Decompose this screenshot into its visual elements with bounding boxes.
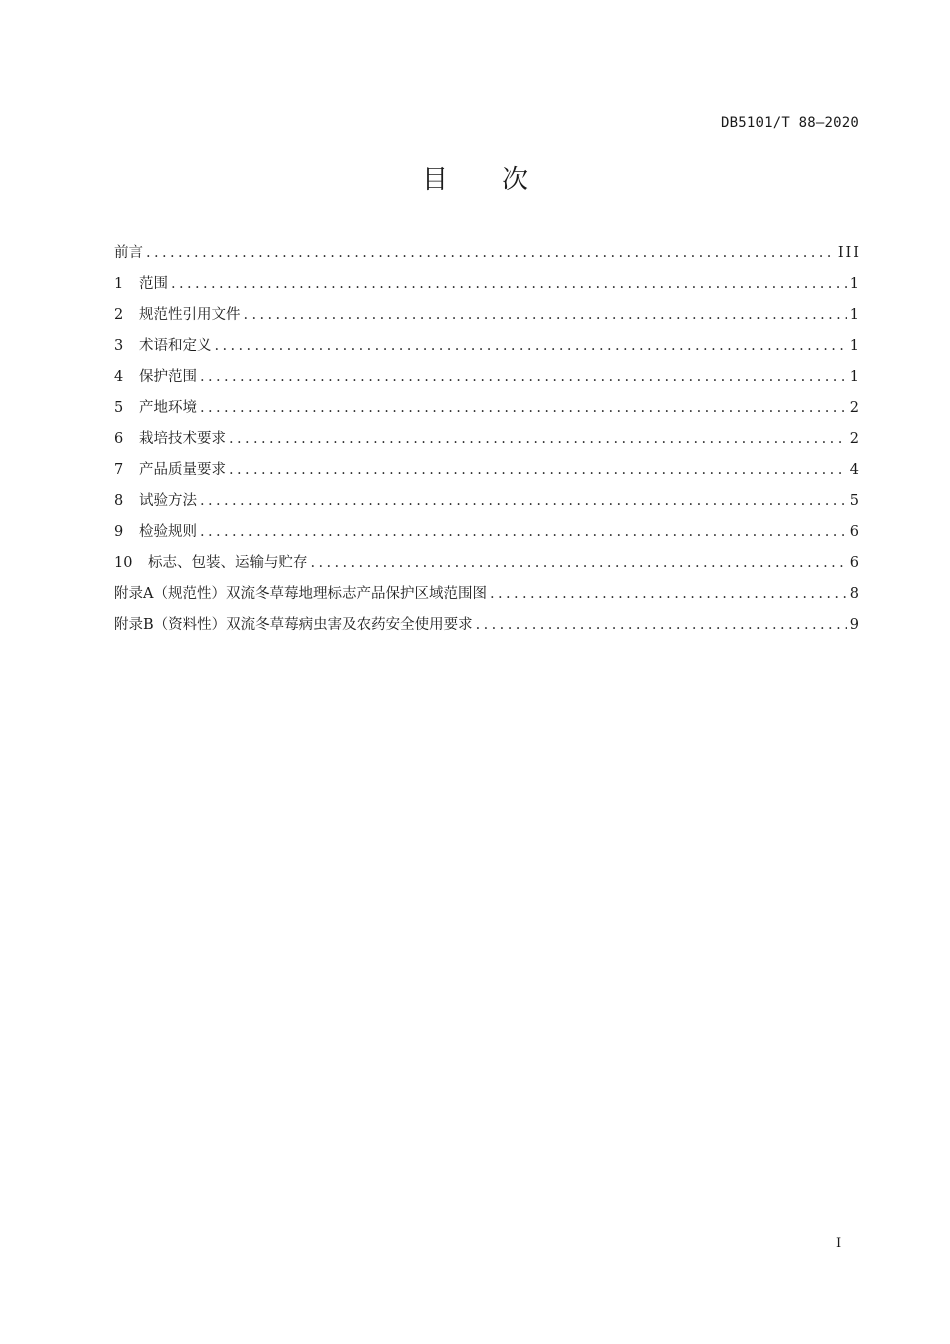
toc-entry-2[interactable]	[114, 300, 859, 331]
toc-entry-1[interactable]	[114, 269, 859, 300]
toc-entry-page: 6	[849, 555, 861, 571]
toc-entry-label: 产地环境	[139, 400, 197, 416]
toc-entry-number: 2	[114, 307, 124, 323]
toc-entry-foreword[interactable]	[114, 238, 859, 269]
toc-entry-label: 产品质量要求	[139, 462, 226, 478]
toc-entry-label: 保护范围	[139, 369, 197, 385]
toc-leader-dots	[200, 393, 847, 424]
toc-entry-label: 试验方法	[139, 493, 197, 509]
toc-entry-label: 标志、包装、运输与贮存	[148, 555, 308, 571]
toc-entry-7[interactable]	[114, 455, 859, 486]
toc-entry-number: 9	[114, 524, 124, 540]
toc-entry-label: 附录B（资料性）双流冬草莓病虫害及农药安全使用要求	[114, 617, 473, 633]
toc-entry-page: III	[837, 245, 861, 261]
toc-entry-10[interactable]	[114, 548, 859, 579]
toc-entry-number: 8	[114, 493, 124, 509]
toc-entry-number: 10	[114, 555, 133, 571]
toc-entry-appendix-a[interactable]	[114, 579, 859, 610]
toc-leader-dots	[200, 486, 847, 517]
toc-entry-page: 1	[849, 338, 861, 354]
toc-entry-page: 9	[849, 617, 861, 633]
toc-entry-page: 6	[849, 524, 861, 540]
toc-entry-6[interactable]	[114, 424, 859, 455]
page-number: I	[836, 1236, 842, 1251]
toc-leader-dots	[200, 517, 847, 548]
toc-entry-number: 3	[114, 338, 124, 354]
toc-entry-3[interactable]	[114, 331, 859, 362]
toc-entry-label: 范围	[139, 276, 168, 292]
toc-entry-page: 2	[849, 431, 861, 447]
toc-leader-dots	[229, 455, 847, 486]
toc-leader-dots	[215, 331, 847, 362]
toc-entry-8[interactable]	[114, 486, 859, 517]
toc-entry-number: 1	[114, 276, 124, 292]
toc-entry-number: 7	[114, 462, 124, 478]
toc-entry-label: 栽培技术要求	[139, 431, 226, 447]
toc-leader-dots	[244, 300, 847, 331]
toc-entry-label: 规范性引用文件	[139, 307, 241, 323]
toc-entry-page: 1	[849, 307, 861, 323]
toc-entry-number: 5	[114, 400, 124, 416]
toc-leader-dots	[171, 269, 847, 300]
toc-leader-dots	[476, 610, 847, 641]
toc-entry-page: 1	[849, 276, 861, 292]
toc-entry-number: 4	[114, 369, 124, 385]
toc-entry-5[interactable]	[114, 393, 859, 424]
toc-entry-4[interactable]	[114, 362, 859, 393]
toc-entry-label: 前言	[114, 245, 143, 261]
toc-entry-label: 附录A（规范性）双流冬草莓地理标志产品保护区域范围图	[114, 586, 487, 602]
toc-entry-9[interactable]	[114, 517, 859, 548]
toc-entry-appendix-b[interactable]	[114, 610, 859, 641]
toc-leader-dots	[229, 424, 847, 455]
toc-entry-page: 8	[849, 586, 861, 602]
document-code: DB5101/T 88—2020	[720, 115, 859, 131]
toc-entry-page: 4	[849, 462, 861, 478]
toc-leader-dots	[146, 238, 835, 269]
toc-entry-page: 1	[849, 369, 861, 385]
toc-entry-label: 检验规则	[139, 524, 197, 540]
toc-entry-page: 2	[849, 400, 861, 416]
page-title: 目次	[421, 165, 582, 195]
toc-leader-dots	[490, 579, 847, 610]
toc-leader-dots	[200, 362, 847, 393]
table-of-contents	[114, 238, 859, 641]
toc-entry-page: 5	[849, 493, 861, 509]
toc-entry-number: 6	[114, 431, 124, 447]
toc-entry-label: 术语和定义	[139, 338, 212, 354]
toc-leader-dots	[311, 548, 847, 579]
